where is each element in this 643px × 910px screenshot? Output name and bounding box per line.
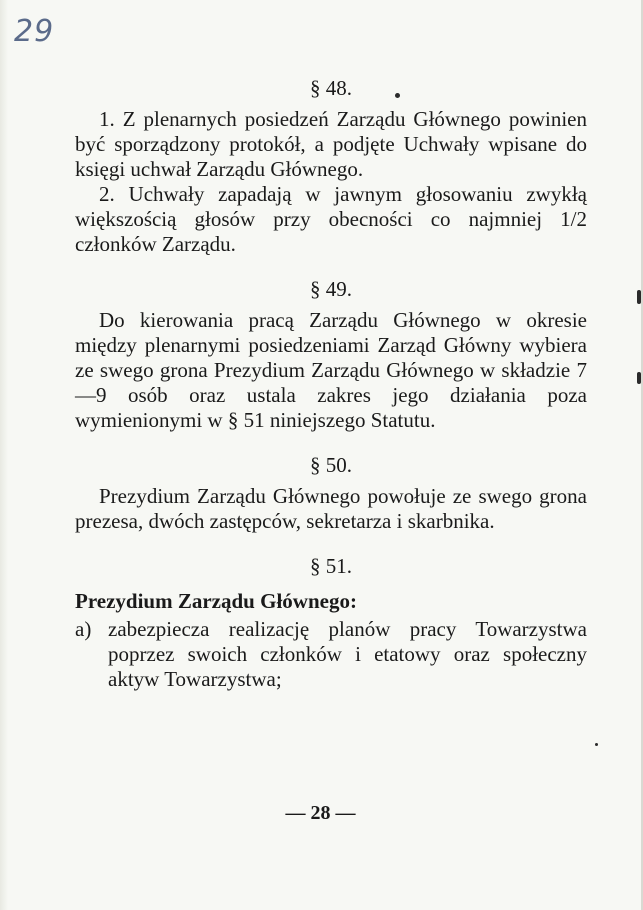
section-51-lead: Prezydium Zarządu Głównego:	[75, 589, 357, 613]
list-item-text: zabezpiecza realizację planów pracy Towarzystwa poprzez swoich członków i etatowy oraz społeczny aktyw Towarzystwa;	[108, 617, 587, 691]
page-edge-mark	[637, 290, 641, 304]
print-speck	[395, 93, 400, 98]
section-50-heading: § 50.	[310, 453, 352, 477]
print-speck	[595, 743, 598, 746]
list-item-marker: a)	[75, 617, 92, 641]
section-51-heading: § 51.	[310, 554, 352, 578]
page-edge-mark	[637, 372, 641, 384]
section-48-paragraph-1: 1. Z plenarnych posiedzeń Zarządu Głównego powinien być sporządzony protokół, a podjęte Uchwały wpisane do księgi uchwał Zarządu Głównego.	[75, 107, 587, 181]
section-48-heading: § 48.	[310, 76, 352, 100]
section-49-paragraph: Do kierowania pracą Zarządu Głównego w okresie między plenarnymi posiedzeniami Zarząd Główny wybiera ze swego grona Prezydium Zarządu Głównego w składzie 7—9 osób oraz ustala zakres jego działania poza wymienionymi w § 51 niniejszego Statutu.	[75, 308, 587, 432]
page-edge	[0, 0, 8, 910]
list-item	[75, 617, 587, 692]
section-50-paragraph: Prezydium Zarządu Głównego powołuje ze swego grona prezesa, dwóch zastępców, sekretarza i skarbnika.	[75, 484, 587, 533]
footer-page-number: — 28 —	[285, 802, 356, 824]
page-content	[75, 70, 587, 692]
handwritten-page-number: 29	[14, 14, 55, 49]
section-49-heading: § 49.	[310, 277, 352, 301]
section-48-paragraph-2: 2. Uchwały zapadają w jawnym głosowaniu zwykłą większością głosów przy obecności co najmniej 1/2 członków Zarządu.	[75, 182, 587, 256]
